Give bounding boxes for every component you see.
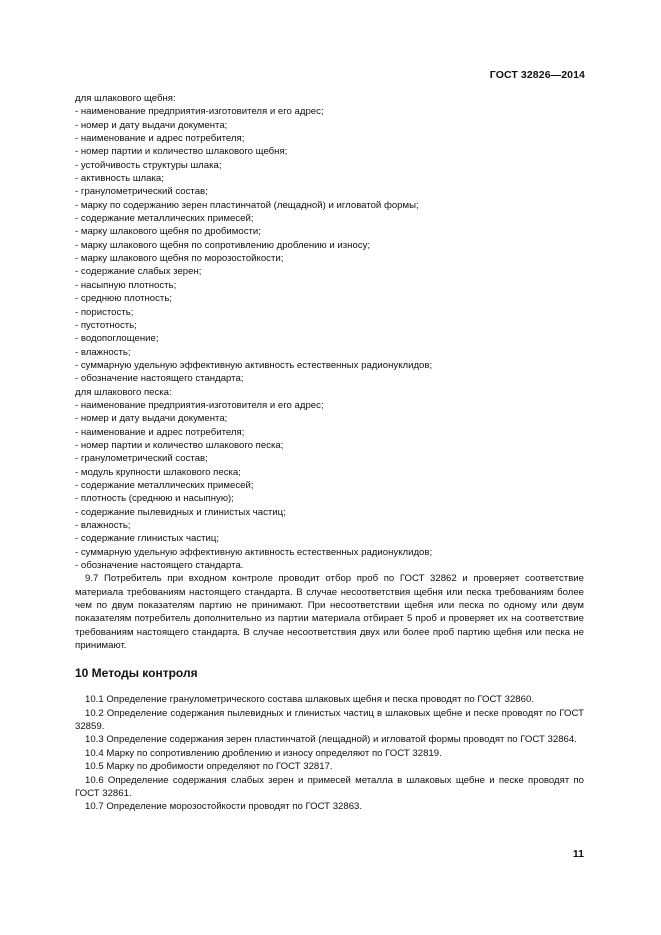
list-item: - гранулометрический состав; xyxy=(75,186,208,198)
list-item: - обозначение настоящего стандарта; xyxy=(75,373,244,385)
list-item: - наименование и адрес потребителя; xyxy=(75,133,245,145)
list-item: - наименование и адрес потребителя; xyxy=(75,426,245,438)
list-item: - суммарную удельную эффективную активность естественных радионуклидов; xyxy=(75,546,433,558)
list-item: - плотность (среднюю и насыпную); xyxy=(75,493,234,505)
list-item: - содержание глинистых частиц; xyxy=(75,533,220,545)
slag-gravel-intro: для шлакового щебня: xyxy=(75,93,176,104)
list-item: - водопоглощение; xyxy=(75,333,159,345)
list-item: - номер и дату выдачи документа; xyxy=(75,413,228,425)
clause-9-7: 9.7 Потребитель при входном контроле проводит отбор проб по ГОСТ 32862 и проверяет соответствие материала требованиям настоящего стандарта. В случае несоответствия щебня или песка требованиям более чем по двум показателям партию не принимают. При несоответствии щебня или песка по одному или двум показателям потребитель дополнительно из партии материала отбирает 5 проб и проверяет их на соответствие требованиям настоящего стандарта. В случае несоответствия двух или более проб партию щебня или песка не принимают. xyxy=(75,573,584,652)
list-item: - пористость; xyxy=(75,306,134,318)
list-item: - наименование предприятия-изготовителя и его адрес; xyxy=(75,399,324,411)
clause-10-3: 10.3 Определение содержания зерен пластинчатой (лещадной) и игловатой формы проводят по ГОСТ 32864. xyxy=(85,734,577,746)
clause-10-7: 10.7 Определение морозостойкости проводят по ГОСТ 32863. xyxy=(85,801,363,813)
list-item: - влажность; xyxy=(75,346,131,358)
clause-10-1: 10.1 Определение гранулометрического состава шлаковых щебня и песка проводят по ГОСТ 32860. xyxy=(85,694,534,706)
list-item: - насыпную плотность; xyxy=(75,279,177,291)
list-item: - наименование предприятия-изготовителя и его адрес; xyxy=(75,106,324,118)
clause-10-6: 10.6 Определение содержания слабых зерен и примесей металла в шлаковых щебне и песке проводят по ГОСТ 32861. xyxy=(75,774,584,799)
list-item: - пустотность; xyxy=(75,319,137,331)
list-item: - устойчивость структуры шлака; xyxy=(75,159,222,171)
list-item: - обозначение настоящего стандарта. xyxy=(75,560,244,572)
list-item: - модуль крупности шлакового песка; xyxy=(75,466,241,478)
list-item: - марку шлакового щебня по морозостойкости; xyxy=(75,253,284,265)
standard-header: ГОСТ 32826—2014 xyxy=(489,69,585,81)
list-item: - номер партии и количество шлакового щебня; xyxy=(75,146,288,158)
list-item: - содержание металлических примесей; xyxy=(75,213,254,225)
page-content xyxy=(75,92,584,814)
clause-10-2: 10.2 Определение содержания пылевидных и глинистых частиц в шлаковых щебне и песке проводят по ГОСТ 32859. xyxy=(75,707,584,733)
slag-sand-list xyxy=(75,399,584,572)
section-10-title: 10 Методы контроля xyxy=(75,666,198,681)
list-item: - марку по содержанию зерен пластинчатой (лещадной) и игловатой формы; xyxy=(75,199,419,211)
list-item: - активность шлака; xyxy=(75,173,164,185)
clause-10-4: 10.4 Марку по сопротивлению дроблению и износу определяют по ГОСТ 32819. xyxy=(85,747,442,759)
page-number: 11 xyxy=(572,848,584,860)
list-item: - номер партии и количество шлакового песка; xyxy=(75,439,284,451)
clause-10-5: 10.5 Марку по дробимости определяют по ГОСТ 32817. xyxy=(85,761,333,773)
list-item: - содержание слабых зерен; xyxy=(75,266,202,278)
list-item: - марку шлакового щебня по дробимости; xyxy=(75,226,261,238)
list-item: - марку шлакового щебня по сопротивлению дроблению и износу; xyxy=(75,239,371,251)
list-item: - содержание металлических примесей; xyxy=(75,479,254,491)
slag-gravel-list xyxy=(75,105,584,385)
list-item: - содержание пылевидных и глинистых частиц; xyxy=(75,506,286,518)
list-item: - суммарную удельную эффективную активность естественных радионуклидов; xyxy=(75,359,433,371)
slag-sand-intro: для шлакового песка: xyxy=(75,386,172,398)
list-item: - влажность; xyxy=(75,520,131,531)
list-item: - номер и дату выдачи документа; xyxy=(75,119,228,131)
list-item: - среднюю плотность; xyxy=(75,293,172,305)
list-item: - гранулометрический состав; xyxy=(75,453,208,465)
